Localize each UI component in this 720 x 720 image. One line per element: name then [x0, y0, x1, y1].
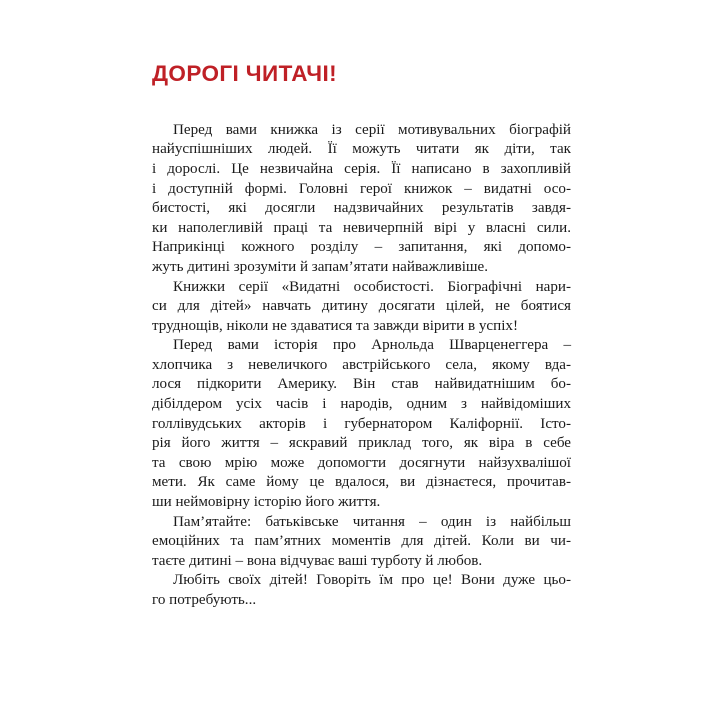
paragraph-5	[152, 571, 571, 610]
text-line: си для дітей» навчать дитину досягати цілей, не боятися	[152, 298, 571, 315]
text-line: найуспішніших людей. Її можуть читати як діти, так	[152, 141, 571, 158]
text-line: Перед вами історія про Арнольда Шварценеггера –	[173, 337, 571, 354]
text-line: труднощів, ніколи не здаватися та завжди вірити в успіх!	[152, 317, 518, 334]
body-text	[152, 121, 571, 611]
paragraph-3	[152, 336, 571, 512]
text-line: Перед вами книжка із серії мотивувальних біографій	[173, 121, 571, 138]
text-line: бистості, які досягли надзвичайних результатів завдя-	[152, 200, 571, 217]
text-line: і дорослі. Це незвичайна серія. Її написано в захопливій	[152, 160, 571, 177]
paragraph-2	[152, 278, 571, 337]
text-line: Наприкінці кожного розділу – запитання, які допомо-	[152, 239, 571, 256]
text-line: Пам’ятайте: батьківське читання – один із найбільш	[173, 513, 571, 530]
text-line: таєте дитині – вона відчуває ваші турботу й любов.	[152, 552, 483, 569]
text-line: рія його життя – яскравий приклад того, як віра в себе	[152, 435, 571, 452]
text-line: емоційних та пам’ятних моментів для дітей. Коли ви чи-	[152, 533, 571, 550]
text-line: ки наполегливій праці та невичерпній вірі у власні сили.	[152, 219, 571, 236]
text-line: Любіть своїх дітей! Говоріть їм про це! Вони дуже цьо-	[173, 572, 571, 589]
text-line: дібілдером усіх часів і народів, одним з найвідоміших	[152, 396, 571, 413]
paragraph-4	[152, 513, 571, 572]
text-line: і доступній формі. Головні герої книжок – видатні осо-	[152, 180, 571, 197]
text-line: хлопчика з невеличкого австрійського села, якому вда-	[152, 356, 571, 373]
page-content	[152, 62, 571, 611]
paragraph-1	[152, 121, 571, 278]
text-line: го потребують...	[152, 592, 257, 608]
text-line: ши неймовірну історію його життя.	[152, 494, 381, 511]
page-title: ДОРОГІ ЧИТАЧІ!	[152, 61, 337, 86]
text-line: голлівудських акторів і губернатором Каліфорнії. Істо-	[152, 415, 571, 432]
text-line: лося підкорити Америку. Він став найвидатнішим бо-	[152, 376, 571, 393]
text-line: та свою мрію може допомогти досягнути найзухвалішої	[152, 454, 571, 471]
text-line: жуть дитині зрозуміти й запам’ятати найважливіше.	[152, 258, 489, 275]
text-line: Книжки серії «Видатні особистості. Біографічні нари-	[173, 278, 571, 295]
text-line: мети. Як саме йому це вдалося, ви дізнаєтеся, прочитав-	[152, 474, 571, 491]
